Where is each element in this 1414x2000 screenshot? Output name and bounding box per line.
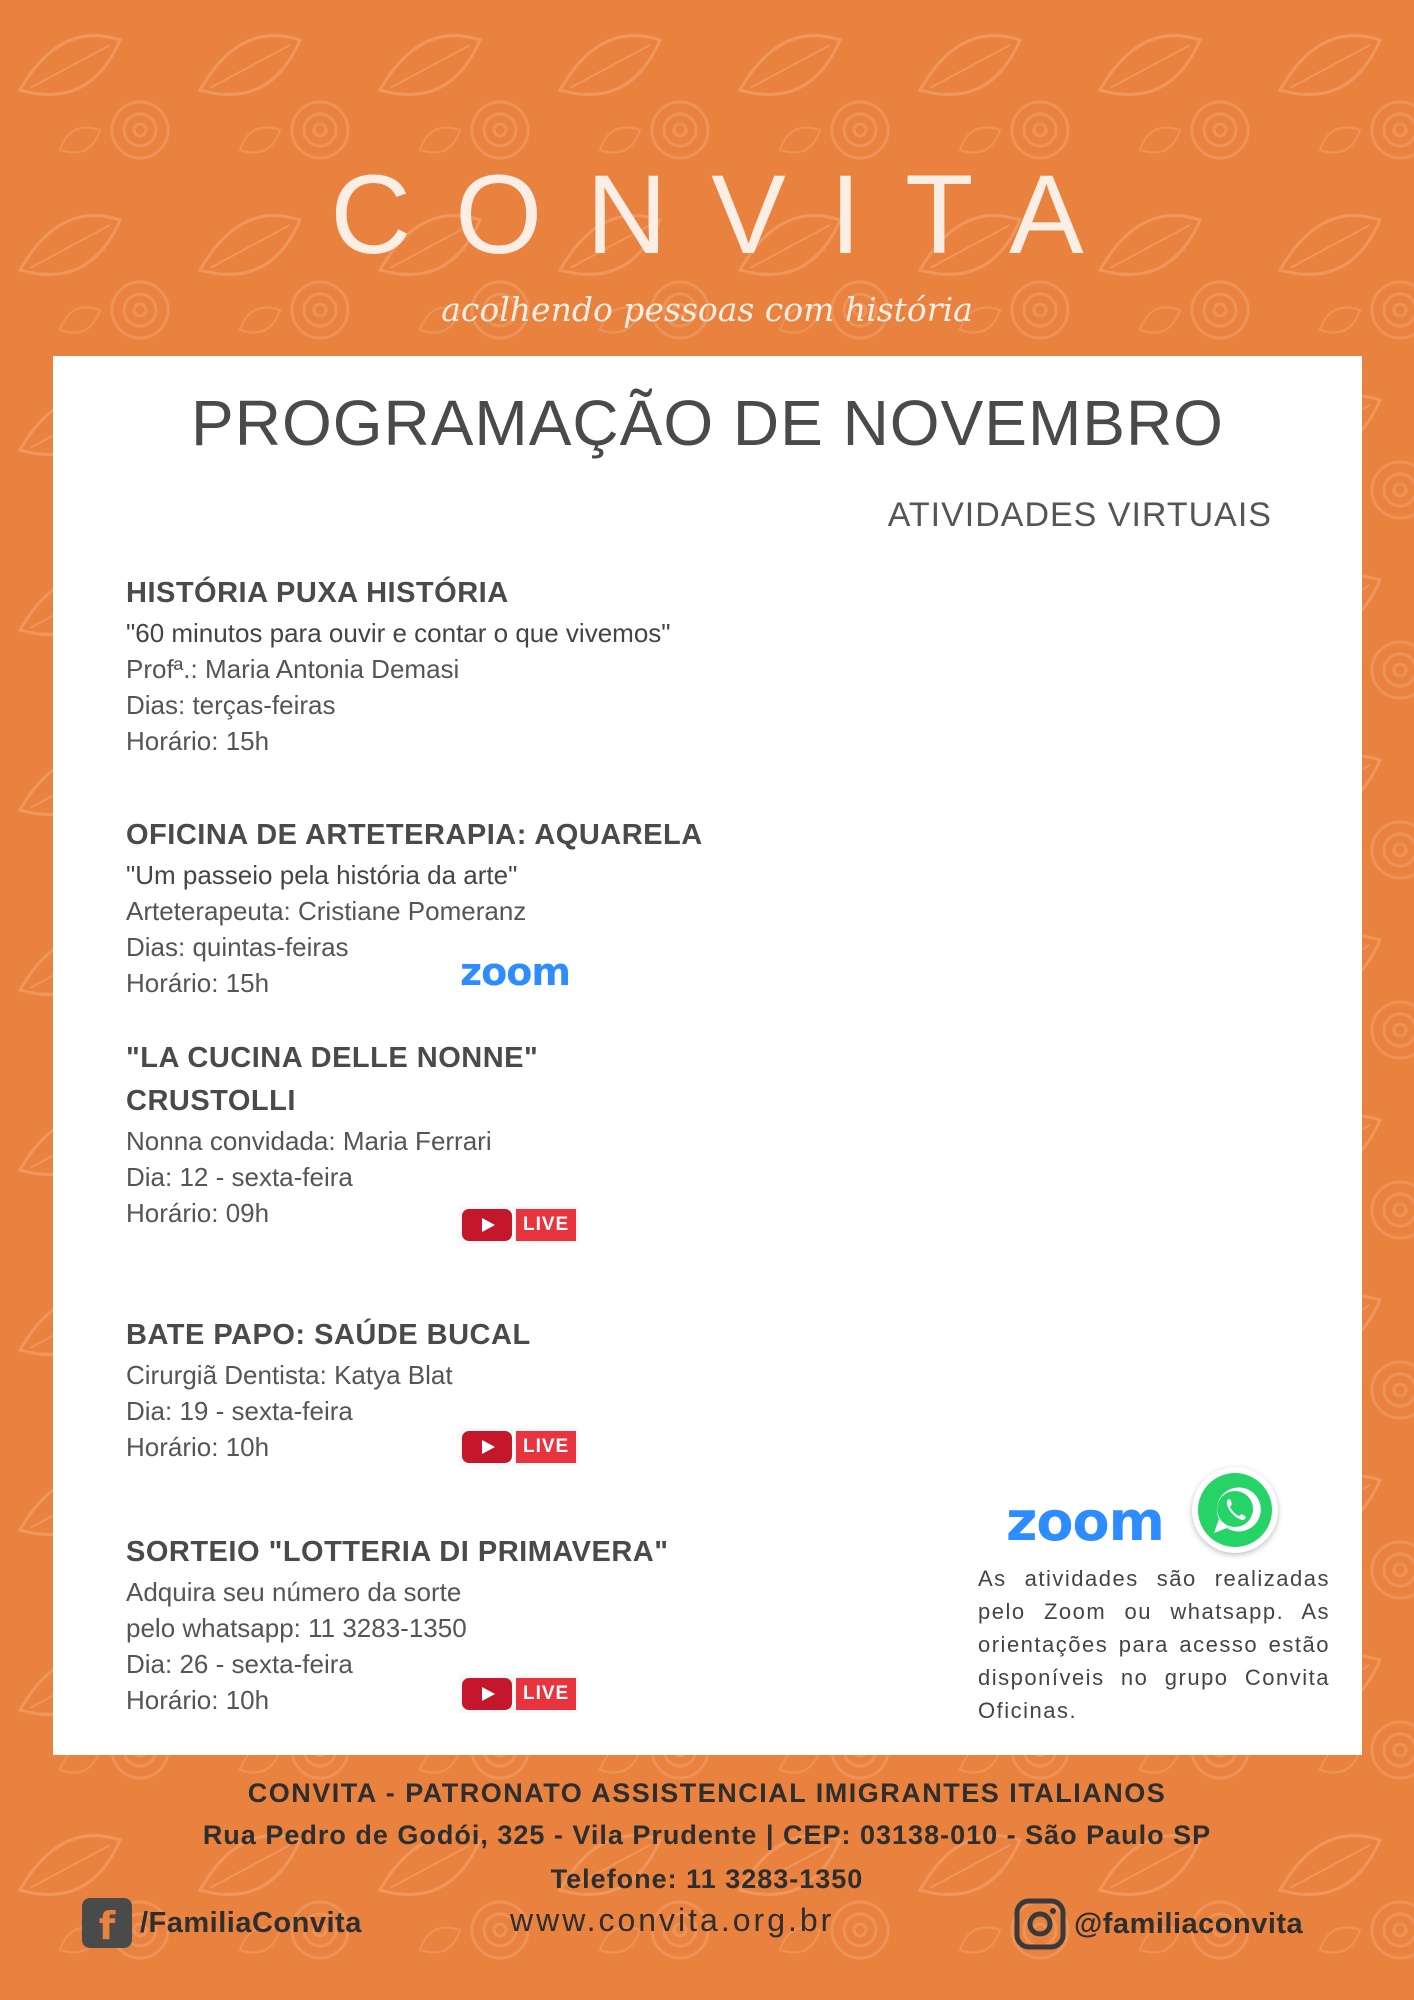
- event-title: HISTÓRIA PUXA HISTÓRIA: [126, 577, 509, 609]
- event-detail: Arteterapeuta: Cristiane Pomeranz: [126, 896, 527, 926]
- event-detail: Dia: 12 - sexta-feira: [126, 1162, 353, 1192]
- youtube-live-badge: [459, 1206, 579, 1244]
- facebook-link[interactable]: [82, 1898, 362, 1948]
- access-info-text: As atividades são realizadas pelo Zoom ou whatsapp. As orientações para acesso estão disponíveis no grupo Convita Oficinas.: [978, 1566, 1330, 1723]
- youtube-icon: [462, 1209, 512, 1241]
- facebook-icon: f: [82, 1898, 132, 1948]
- live-label: LIVE: [516, 1678, 576, 1710]
- event-detail: Nonna convidada: Maria Ferrari: [126, 1126, 492, 1156]
- event-historia-puxa-historia: [126, 572, 671, 759]
- youtube-live-badge: [459, 1675, 579, 1713]
- event-detail: Dia: 19 - sexta-feira: [126, 1396, 353, 1426]
- event-detail: Dias: terças-feiras: [126, 690, 336, 720]
- event-title: OFICINA DE ARTETERAPIA: AQUARELA: [126, 819, 703, 851]
- event-title: "LA CUCINA DELLE NONNE": [126, 1042, 539, 1074]
- instagram-handle: @familiaconvita: [1074, 1907, 1304, 1940]
- section-subtitle: ATIVIDADES VIRTUAIS: [887, 496, 1272, 534]
- instagram-icon: [1014, 1898, 1066, 1950]
- live-label: LIVE: [516, 1209, 576, 1241]
- zoom-logo-icon: zoom: [460, 950, 570, 994]
- event-title: BATE PAPO: SAÚDE BUCAL: [126, 1319, 531, 1351]
- page-title: PROGRAMAÇÃO DE NOVEMBRO: [191, 387, 1224, 459]
- instagram-link[interactable]: [1014, 1898, 1303, 1950]
- event-detail: Cirurgiã Dentista: Katya Blat: [126, 1360, 453, 1390]
- website-link[interactable]: www.convita.org.br: [510, 1902, 835, 1938]
- whatsapp-icon: [1192, 1467, 1278, 1553]
- event-quote: "Um passeio pela história da arte": [126, 860, 518, 890]
- program-card: [53, 356, 1362, 1755]
- event-detail: Horário: 09h: [126, 1198, 270, 1228]
- event-sorteio-lotteria: [126, 1531, 668, 1718]
- event-la-cucina-delle-nonne: [126, 1037, 538, 1231]
- event-detail: Dia: 26 - sexta-feira: [126, 1649, 353, 1679]
- footer-address: Rua Pedro de Godói, 325 - Vila Prudente | CEP: 03138-010 - São Paulo SP: [202, 1820, 1212, 1850]
- tagline: acolhendo pessoas com história: [441, 290, 973, 329]
- event-detail: Adquira seu número da sorte: [126, 1577, 462, 1607]
- event-detail: Horário: 10h: [126, 1685, 270, 1715]
- convita-logo: CONVITA: [330, 152, 1128, 277]
- footer-organization: CONVITA - PATRONATO ASSISTENCIAL IMIGRANTES ITALIANOS: [247, 1778, 1167, 1808]
- event-detail: Horário: 10h: [126, 1432, 270, 1462]
- footer-phone: Telefone: 11 3283-1350: [550, 1864, 864, 1894]
- event-quote: "60 minutos para ouvir e contar o que vivemos": [126, 618, 671, 648]
- zoom-logo-icon: zoom: [1006, 1490, 1164, 1553]
- facebook-handle: /FamiliaConvita: [140, 1906, 362, 1939]
- live-label: LIVE: [516, 1431, 576, 1463]
- youtube-icon: [462, 1678, 512, 1710]
- event-title: SORTEIO "LOTTERIA DI PRIMAVERA": [126, 1536, 669, 1568]
- event-detail: Horário: 15h: [126, 968, 270, 998]
- event-detail: Dias: quintas-feiras: [126, 932, 349, 962]
- event-detail: pelo whatsapp: 11 3283-1350: [126, 1613, 467, 1643]
- event-detail: Profª.: Maria Antonia Demasi: [126, 654, 460, 684]
- event-oficina-arteterapia: [126, 814, 703, 1001]
- youtube-icon: [462, 1431, 512, 1463]
- youtube-live-badge: [459, 1428, 579, 1466]
- event-detail: Horário: 15h: [126, 726, 270, 756]
- event-title: CRUSTOLLI: [126, 1085, 296, 1117]
